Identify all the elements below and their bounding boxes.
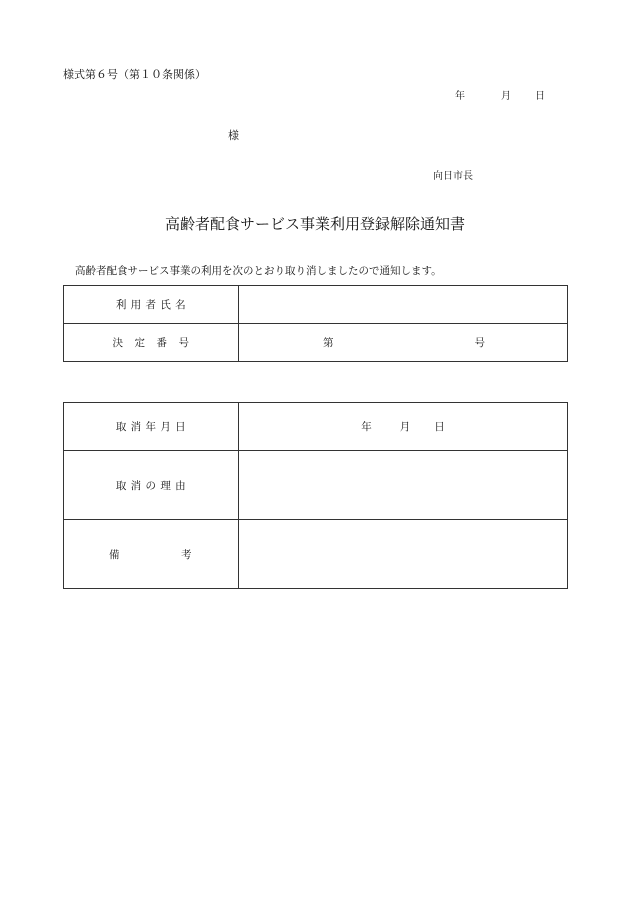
cancel-date-label: 取 消 年 月 日 [64,403,239,451]
user-name-field[interactable] [239,286,568,324]
remarks-label-left: 備 [109,548,120,561]
notice-text: 高齢者配食サービス事業の利用を次のとおり取り消しましたので通知します。 [75,265,442,277]
header-date-day: 日 [535,91,545,102]
decision-number-label: 決 定 番 号 [64,324,239,362]
form-number: 様式第６号（第１０条関係） [63,68,206,81]
cancel-reason-label: 取 消 の 理 由 [64,451,239,520]
header-date [455,87,545,102]
table-row [64,403,568,451]
remarks-label-right: 考 [181,548,192,561]
table-row [64,286,568,324]
decision-number-field[interactable] [239,324,568,362]
decision-number-prefix: 第 [323,337,334,349]
header-date-year: 年 [455,91,465,102]
user-name-label: 利 用 者 氏 名 [64,286,239,324]
cancel-date-month: 月 [399,421,411,433]
cancel-reason-field[interactable] [239,451,568,520]
table-row [64,324,568,362]
recipient-info-table [63,285,568,362]
issuer-name: 向日市長 [433,171,473,182]
cancel-date-field[interactable] [239,403,568,451]
cancel-date-day: 日 [434,421,445,433]
cancellation-table [63,402,568,589]
header-date-month: 月 [501,91,511,102]
decision-number-suffix: 号 [474,337,485,349]
remarks-field[interactable] [239,520,568,589]
document-title: 高齢者配食サービス事業利用登録解除通知書 [164,215,465,233]
remarks-label [64,520,239,589]
addressee-suffix: 様 [228,129,239,142]
cancel-date-year: 年 [361,421,372,433]
table-row [64,520,568,589]
table-row [64,451,568,520]
